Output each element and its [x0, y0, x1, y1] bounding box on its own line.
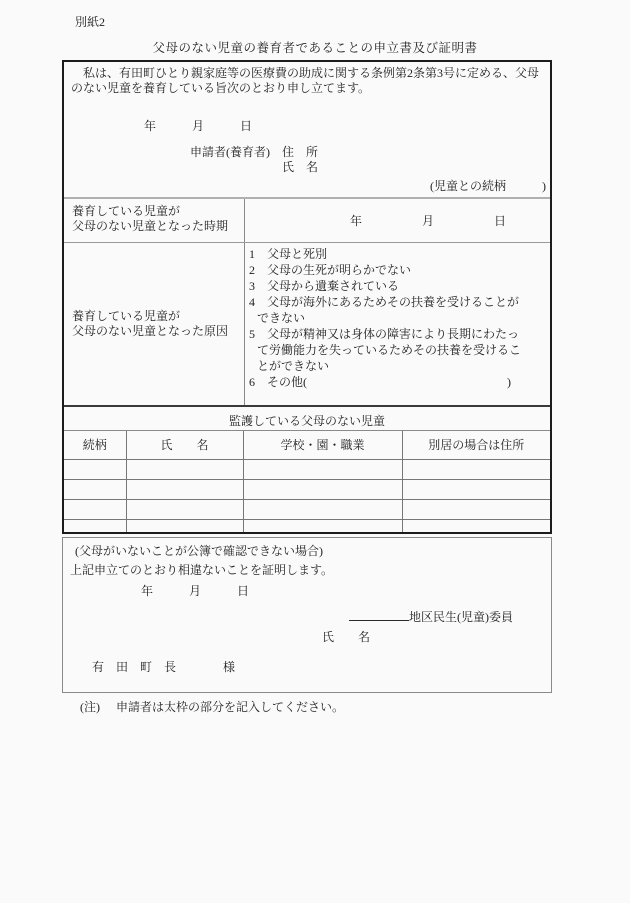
- commissioner-label: 地区民生(児童)委員: [409, 610, 513, 624]
- certification-condition: (父母がいないことが公簿で確認できない場合): [75, 544, 323, 558]
- fill-cell: [243, 459, 402, 479]
- address-field-label: 住 所: [282, 145, 319, 159]
- fill-cell: [64, 479, 126, 499]
- statement-line: 私は、有田町ひとり親家庭等の医療費の助成に関する条例第2条第3号に定める、父母: [71, 66, 540, 80]
- cause-option: 4 父母が海外にあるためその扶養を受けることができない: [249, 295, 520, 325]
- cause-other-close-paren: ): [507, 375, 511, 389]
- fill-cell: [402, 459, 550, 479]
- addressee-label: 有 田 町 長: [92, 660, 177, 674]
- cause-option: 1 父母と死別: [249, 247, 328, 261]
- fill-cell: [126, 459, 243, 479]
- children-table: [64, 431, 550, 532]
- column-header-relationship: 続柄: [64, 431, 126, 459]
- cause-options: [245, 243, 550, 405]
- certification-box: [62, 537, 552, 693]
- fill-cell: [126, 499, 243, 519]
- fill-cell: [402, 499, 550, 519]
- cause-option: 5 父母が精神又は身体の障害により長期にわたって労働能力を失っているためその扶養を受けることができない: [249, 327, 522, 373]
- certification-name-field: 氏 名: [322, 630, 371, 644]
- fill-cell: [402, 519, 550, 532]
- form-title: 父母のない児童の養育者であることの申立書及び証明書: [152, 41, 478, 55]
- column-header-address: 別居の場合は住所: [402, 431, 550, 459]
- addressee-line: [63, 658, 551, 675]
- children-header-row: [64, 431, 550, 459]
- statement-line: のない児童を養育している旨次のとおり申し立てます。: [71, 81, 371, 95]
- period-label-line: 養育している児童が: [72, 204, 181, 218]
- fill-cell: [64, 519, 126, 532]
- applicant-label: 申請者(養育者): [190, 145, 270, 159]
- certification-date-field: 年 月 日: [141, 584, 250, 598]
- column-header-school: 学校・園・職業: [243, 431, 402, 459]
- cause-option: 3 父母から遺棄されている: [249, 279, 400, 293]
- footnote: [80, 698, 344, 715]
- fill-row: [64, 459, 550, 479]
- cause-label-line: 養育している児童が: [72, 309, 181, 323]
- period-label: [64, 199, 245, 242]
- cause-option: 6 その他( ): [249, 375, 511, 389]
- fill-row: [64, 499, 550, 519]
- certification-statement: 上記申立てのとおり相違ないことを証明します。: [70, 563, 334, 577]
- name-field-label: 氏 名: [282, 160, 319, 174]
- fill-cell: [64, 499, 126, 519]
- applicant-section: [64, 62, 550, 197]
- children-table-body: [64, 459, 550, 532]
- fill-cell: [64, 459, 126, 479]
- signature-line: [349, 620, 409, 621]
- honorific-label: 様: [223, 660, 236, 674]
- commissioner-line: [63, 608, 551, 625]
- cause-label-line: 父母のない児童となった原因: [72, 324, 229, 338]
- declaration-date-field: 年 月 日: [144, 119, 253, 133]
- fill-row: [64, 479, 550, 499]
- fill-row: [64, 519, 550, 532]
- fill-cell: [243, 499, 402, 519]
- declaration-box: [62, 60, 552, 534]
- fill-cell: [243, 519, 402, 532]
- fill-cell: [126, 479, 243, 499]
- cause-row: [64, 242, 550, 405]
- column-header-name: 氏 名: [126, 431, 243, 459]
- fill-cell: [402, 479, 550, 499]
- cause-option: 2 父母の生死が明らかでない: [249, 263, 412, 277]
- declaration-statement: [64, 62, 550, 96]
- footnote-label: (注): [80, 700, 100, 714]
- children-banner: 監護している父母のない児童: [64, 405, 550, 431]
- footnote-text: 申請者は太枠の部分を記入してください。: [116, 700, 345, 714]
- fill-cell: [243, 479, 402, 499]
- relationship-field: (児童との続柄 ): [430, 179, 546, 193]
- fill-cell: [126, 519, 243, 532]
- period-row: [64, 197, 550, 242]
- period-date-field: 年 月 日: [350, 214, 507, 228]
- attachment-label: 別紙2: [75, 15, 106, 29]
- cause-label: [64, 243, 245, 405]
- period-label-line: 父母のない児童となった時期: [72, 219, 229, 233]
